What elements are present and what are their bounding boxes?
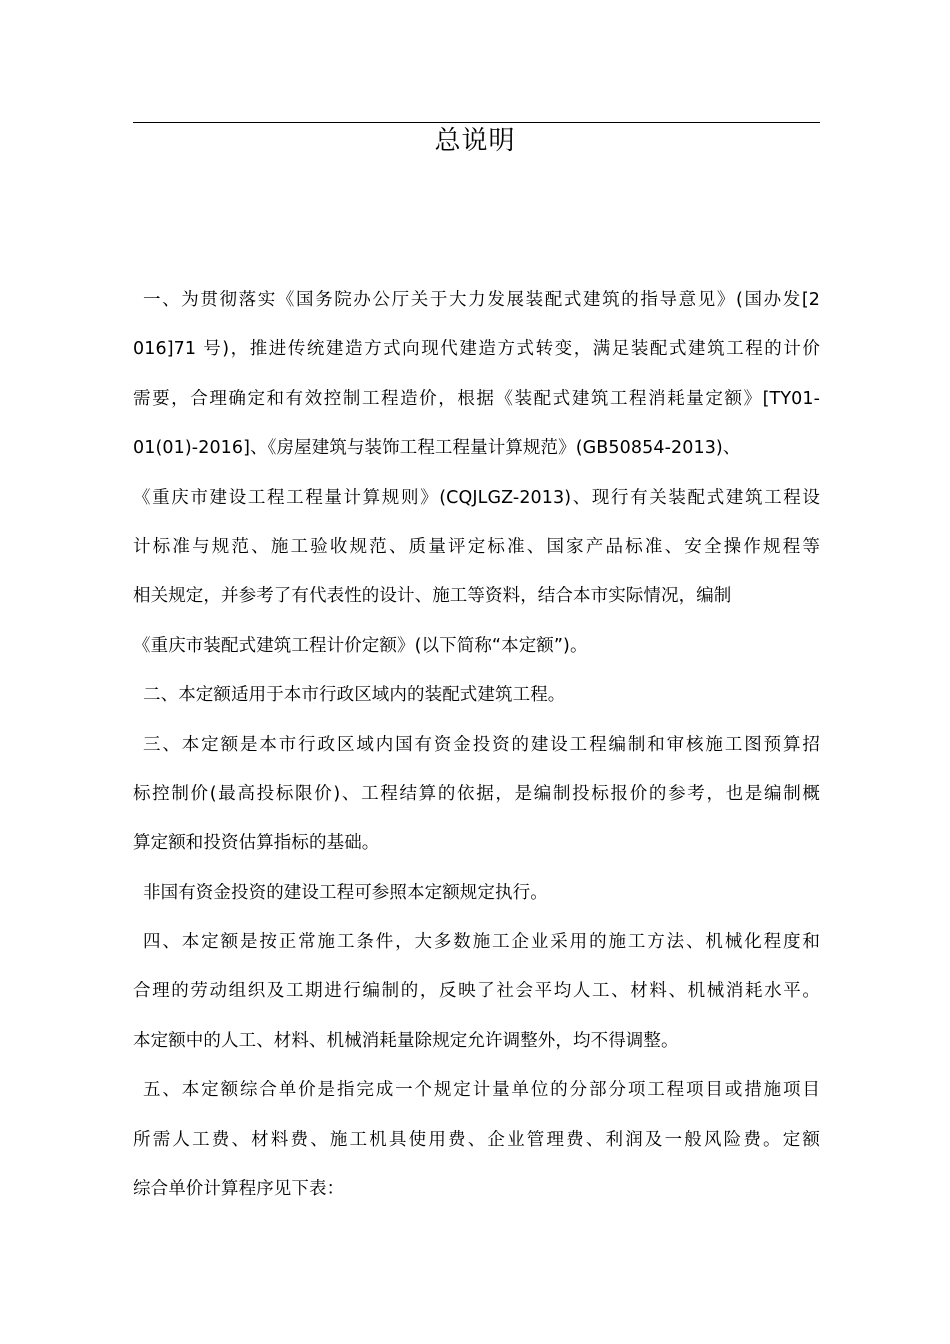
text-line: 《重庆市装配式建筑工程计价定额》(以下简称“本定额”)。 [133,635,588,656]
text-line: 016]71 号)，推进传统建造方式向现代建造方式转变，满足装配式建筑工程的计价 [133,339,820,360]
text-line: 需要，合理确定和有效控制工程造价，根据《装配式建筑工程消耗量定额》[TY01- [133,388,820,409]
text-line: 四、本定额是按正常施工条件，大多数施工企业采用的施工方法、机械化程度和 [143,932,820,953]
text-line: 相关规定，并参考了有代表性的设计、施工等资料，结合本市实际情况，编制 [133,586,732,607]
text-line: 标控制价(最高投标限价)、工程结算的依据，是编制投标报价的参考，也是编制概 [133,783,820,804]
page-title: 总说明 [434,126,516,156]
header-rule [133,122,820,123]
document-body [133,283,820,1221]
text-line: 一、为贯彻落实《国务院办公厅关于大力发展装配式建筑的指导意见》(国办发[2 [143,290,820,310]
text-line: 算定额和投资估算指标的基础。 [133,833,380,854]
text-line: 本定额中的人工、材料、机械消耗量除规定允许调整外，均不得调整。 [133,1030,679,1051]
text-line: 二、本定额适用于本市行政区域内的装配式建筑工程。 [143,685,566,706]
text-line: 《重庆市建设工程工程量计算规则》(CQJLGZ-2013)、现行有关装配式建筑工程设 [133,487,820,508]
text-line: 01(01)-2016]、《房屋建筑与装饰工程工程量计算规范》(GB50854-2013)、 [133,438,741,459]
text-line: 五、本定额综合单价是指完成一个规定计量单位的分部分项工程项目或措施项目 [143,1080,820,1101]
text-line: 所需人工费、材料费、施工机具使用费、企业管理费、利润及一般风险费。定额 [133,1129,820,1150]
text-line: 三、本定额是本市行政区域内国有资金投资的建设工程编制和审核施工图预算招 [143,734,820,755]
text-line: 合理的劳动组织及工期进行编制的，反映了社会平均人工、材料、机械消耗水平。 [133,981,820,1002]
text-line: 综合单价计算程序见下表： [133,1179,345,1200]
text-line: 非国有资金投资的建设工程可参照本定额规定执行。 [143,882,548,903]
text-line: 计标准与规范、施工验收规范、质量评定标准、国家产品标准、安全操作规程等 [133,536,820,557]
